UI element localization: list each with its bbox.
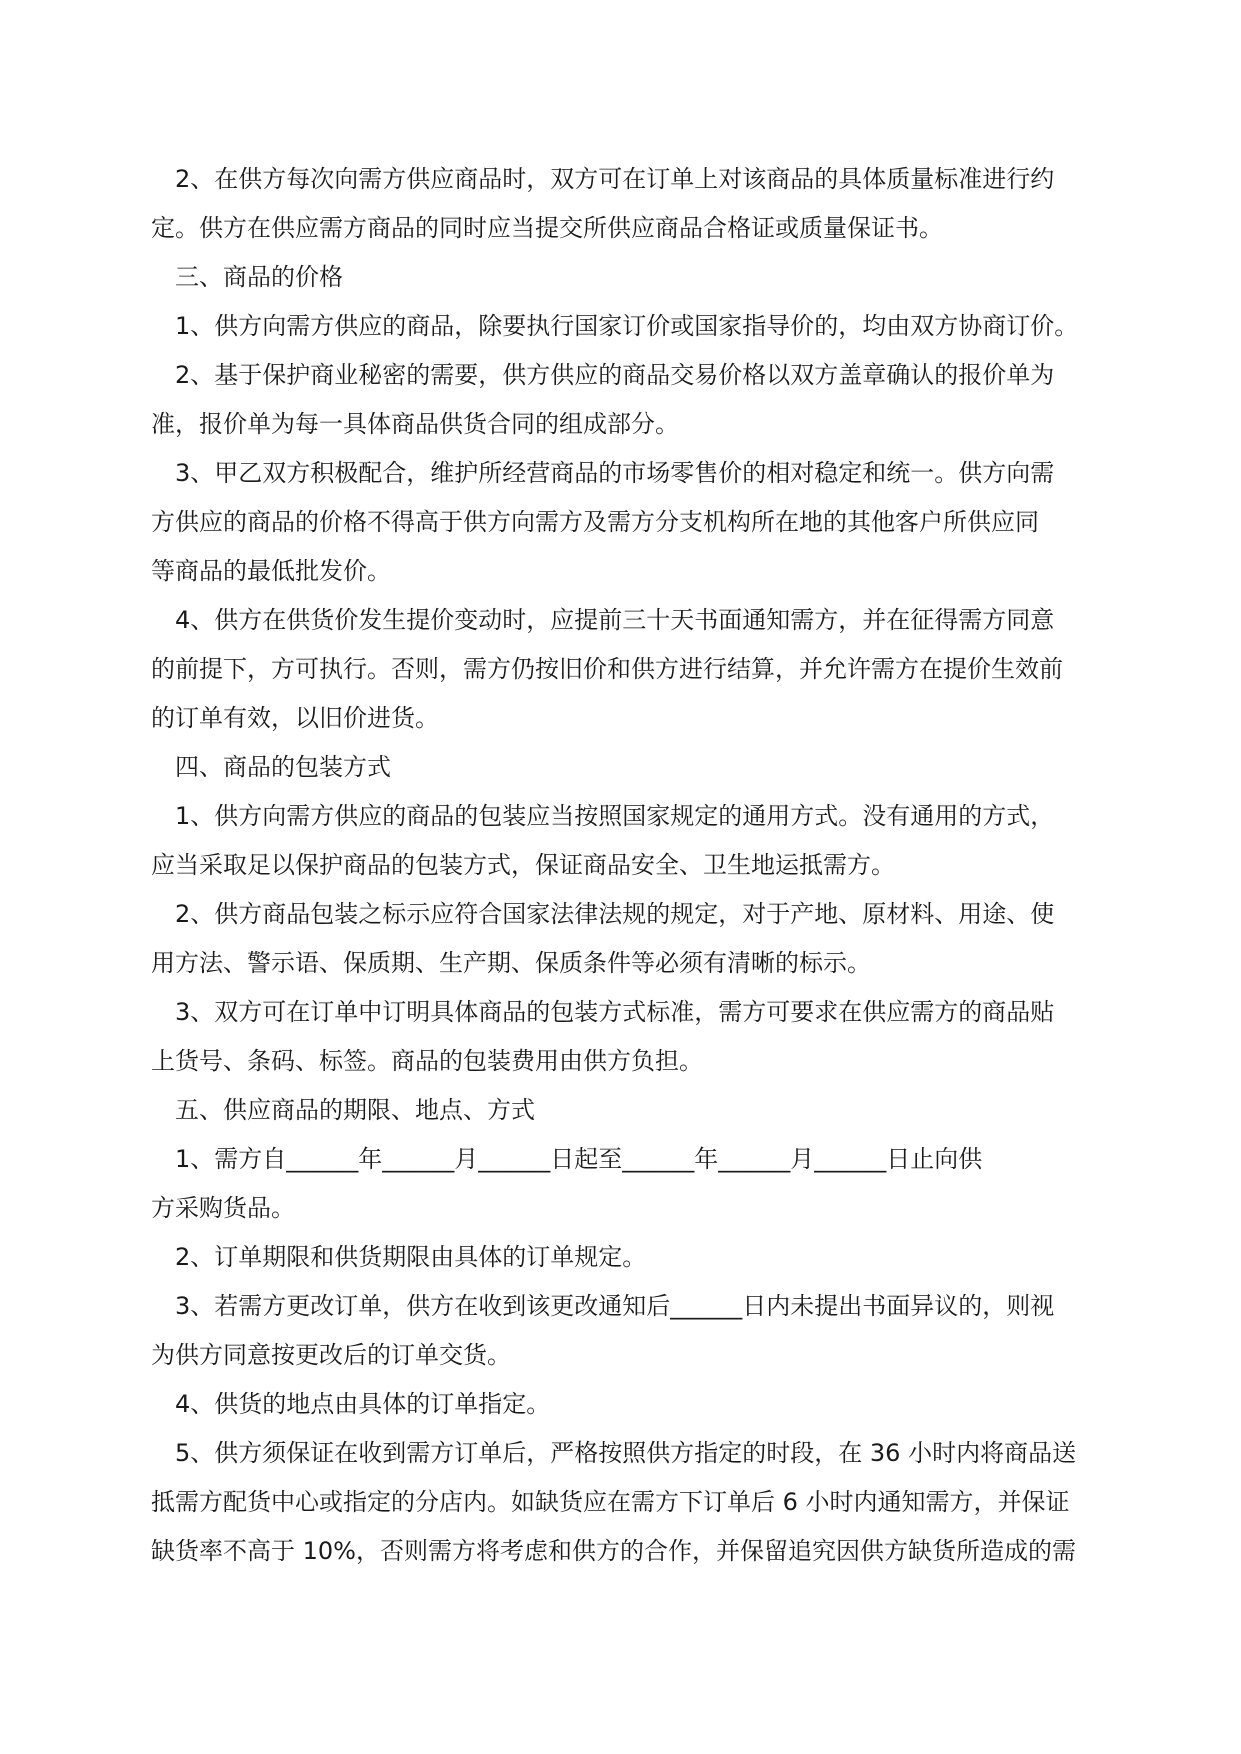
document-line: 4、供方在供货价发生提价变动时，应提前三十天书面通知需方，并在征得需方同意 [175,606,1055,634]
document-line: 的前提下，方可执行。否则，需方仍按旧价和供方进行结算，并允许需方在提价生效前 [151,655,1063,683]
document-line: 定。供方在供应需方商品的同时应当提交所供应商品合格证或质量保证书。 [151,214,943,242]
document-line: 应当采取足以保护商品的包装方式，保证商品安全、卫生地运抵需方。 [151,851,895,879]
document-line: 2、基于保护商业秘密的需要，供方供应的商品交易价格以双方盖章确认的报价单为 [175,361,1055,389]
document-line: 方采购货品。 [151,1194,295,1222]
document-line: 2、供方商品包装之标示应符合国家法律法规的规定，对于产地、原材料、用途、使 [175,900,1055,928]
document-line: 3、甲乙双方积极配合，维护所经营商品的市场零售价的相对稳定和统一。供方向需 [175,459,1055,487]
document-line: 抵需方配货中心或指定的分店内。如缺货应在需方下订单后 6 小时内通知需方，并保证 [151,1488,1070,1516]
document-line: 1、供方向需方供应的商品，除要执行国家订价或国家指导价的，均由双方协商订价。 [175,312,1079,340]
document-line: 为供方同意按更改后的订单交货。 [151,1341,511,1369]
document-line: 2、订单期限和供货期限由具体的订单规定。 [175,1243,647,1271]
document-line: 三、商品的价格 [175,263,343,291]
document-line: 准，报价单为每一具体商品供货合同的组成部分。 [151,410,679,438]
document-line: 1、供方向需方供应的商品的包装应当按照国家规定的通用方式。没有通用的方式， [175,802,1055,830]
document-line: 四、商品的包装方式 [175,753,391,781]
document-line: 3、双方可在订单中订明具体商品的包装方式标准，需方可要求在供应需方的商品贴 [175,998,1055,1026]
document-line: 3、若需方更改订单，供方在收到该更改通知后______日内未提出书面异议的，则视 [175,1292,1055,1320]
document-line: 1、需方自______年______月______日起至______年______月______日止向供 [175,1145,983,1173]
document-body [151,155,1091,1576]
document-line: 等商品的最低批发价。 [151,557,391,585]
document-line: 方供应的商品的价格不得高于供方向需方及需方分支机构所在地的其他客户所供应同 [151,508,1039,536]
document-line: 五、供应商品的期限、地点、方式 [175,1096,535,1124]
document-line: 的订单有效，以旧价进货。 [151,704,439,732]
document-line: 2、在供方每次向需方供应商品时，双方可在订单上对该商品的具体质量标准进行约 [175,165,1055,193]
document-line: 5、供方须保证在收到需方订单后，严格按照供方指定的时段，在 36 小时内将商品送 [175,1439,1077,1467]
document-line: 用方法、警示语、保质期、生产期、保质条件等必须有清晰的标示。 [151,949,871,977]
document-line: 4、供货的地点由具体的订单指定。 [175,1390,551,1418]
document-line: 上货号、条码、标签。商品的包装费用由供方负担。 [151,1047,703,1075]
document-line: 缺货率不高于 10%，否则需方将考虑和供方的合作，并保留追究因供方缺货所造成的需 [151,1537,1076,1565]
